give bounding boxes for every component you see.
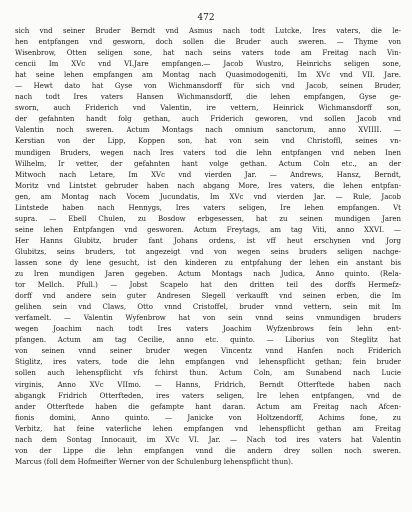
text-line: Lintstede haben nach Hennygs, Ires vaters seligen, Ire lehen empfangen. Vt bbox=[15, 203, 401, 212]
text-line: pfangen. Actum am tag Cecilie, anno etc. quinto. — Liborius von Steglitz hat bbox=[15, 336, 401, 345]
text-line: mundigen Bruders, wegen nach Ires vaters tod die lehn entpfangen vnd neben Inen bbox=[15, 148, 401, 157]
text-line: Moritz vnd Lintstet gebruder haben nach abgang More, Ires vaters, die lehen entpfan- bbox=[15, 181, 401, 190]
text-line: Marcus (foll dem Hofmeifter Werner von der Schulenburg lehenspflicht thun). bbox=[15, 457, 294, 466]
text-line: cencii Im XVc vnd VI.Jare empfangen.— Jacob Wustro, Heinrichs seligen sone, bbox=[15, 60, 401, 69]
text-line: virginis, Anno XVc VIImo. — Hanns, Fridrich, Berndt Otterftede haben nach bbox=[15, 380, 401, 389]
text-line: Wilhelm, Ir vetter, der gefahnten hant volge gethan. Actum Coln etc., an der bbox=[15, 159, 401, 168]
text-line: seine lehen Entpfangen vnd gesworen. Actum Freytags, am tag Viti, anno XXVI. — bbox=[15, 225, 401, 234]
text-line: fionis domini, Anno quinto. — Janicke von Holtzendorff, Achims fone, zu bbox=[15, 413, 401, 422]
text-line: sich vnd seiner Bruder Berndt vnd Asmus nach todt Lutcke, Ires vaters, die le- bbox=[15, 27, 401, 35]
text-line: sollen auch lehenspflicht vfs fchirst thun. Actum Coln, am Sunabend nach Lucie bbox=[15, 369, 401, 378]
text-line: von der Lippe die lehn empfangen vnnd die andern drey sollen noch sweren. bbox=[15, 446, 401, 455]
text-line: Kerstian von der Lipp, Koppen son, hat von sein vnd Christoffl, seines vn- bbox=[15, 137, 401, 146]
text-line: nach dem Sontag Innocauit, im XVc VI. Jar. — Nach tod ires vaters hat Valentin bbox=[15, 435, 401, 444]
text-line: supra. — Ebell Chulen, zu Bosdow erbgesessen, hat zu seinen mundigen Jaren bbox=[15, 214, 401, 223]
body-text bbox=[15, 26, 401, 468]
text-line: Glubitzs, seins bruders, tot angezeigt vnd von wegen seins bruders seligen nachge- bbox=[15, 247, 401, 256]
text-line: gelihen sein vnd Claws, Otto vnnd Cristoffel, bruder vnnd vettern, sein mit Im bbox=[15, 303, 401, 312]
page-number: 472 bbox=[197, 13, 215, 23]
text-line: Verbitz, hat feine vaterliche lehen empfangen vnd lehenspflicht gethan am Freitag bbox=[15, 424, 401, 433]
text-line: verfamelt. — Valentin Wyfenbrow hat von sein vnnd seins vnmundigen bruders bbox=[15, 314, 401, 323]
text-line: zu Iren mundigen Jaren gegeben. Actum Montags nach Judica, Anno quinto. (Rela- bbox=[15, 270, 401, 279]
text-line: — Hewt dato hat Gyse von Wichmansdorff für sich vnd Jacob, seinen Bruder, bbox=[15, 82, 401, 91]
text-line: abgangk Fridrich Otterfteden, ires vaters seligen, Ire lehen entpfangen, vnd de bbox=[15, 391, 401, 400]
text-line: Mitwoch nach Letare, Im XVc vnd vierden Jar. — Andrews, Hansz, Berndt, bbox=[15, 170, 401, 179]
text-line: dorff vnd andere sein guter Andresen Slegell verkaufft vnd seinen erben, die Im bbox=[15, 292, 401, 301]
text-line: hat seine lehen empfangen am Montag nach Quasimodogeniti, Im XVc vnd VII. Jare. bbox=[15, 71, 401, 80]
text-line: gen, am Montag nach Vocem Jucundatis, Im XVc vnd vierden Jar. — Rule, Jacob bbox=[15, 192, 401, 201]
text-line: Her Hanns Glubitz, bruder fant Johans ordens, ist vff heut erschynen vnd Jorg bbox=[15, 236, 401, 245]
text-line: wegen Joachim nach todt Ires vaters Joachim Wyfzenbrows fein lehn ent- bbox=[15, 325, 401, 334]
text-line: Stiglitz, ires vaters, tode die lehn empfangen vnd lehenspflicht gethan; fein bruder bbox=[15, 358, 401, 367]
text-line: von seinen vnnd seiner bruder wegen Vincentz vnnd Hanfen noch Friderich bbox=[15, 347, 401, 356]
text-line: hen entpfangen vnd gesworn, doch sollen die Bruder auch sweren. — Thyme von bbox=[15, 38, 401, 47]
text-line: sworn, auch Friderich vnd Valentin, ire vettern, Heinrick Wichmansdorff son, bbox=[15, 104, 401, 113]
text-line: Valentin noch sweren. Actum Montags nach omnium sanctorum, anno XVIIII. — bbox=[15, 126, 401, 135]
text-line: der gefahnten handt folg gethan, auch Friderich geworen, vnd sollen Jacob vnd bbox=[15, 115, 401, 124]
text-line: Wisenbrow, Otten seligen sone, hat nach seins vaters tode am Freitag nach Vin- bbox=[15, 49, 401, 58]
text-line: lassen sone dy lene gesucht, ist den kinderen zu entpfahung der lehen ein anstant bis bbox=[15, 258, 401, 267]
text-line: nach todt Ires vaters Hansen Wichmansdorff, die lehen empfangen, Gyse ge- bbox=[15, 93, 401, 102]
text-line: ander Otterftede haben die gefampte hant daran. Actum am Freitag nach Afcen- bbox=[15, 402, 401, 411]
text-line: tor Mellch. Pfull.) — Jobst Scapelo hat den dritten teil des dorffs Hermefz- bbox=[15, 281, 401, 290]
